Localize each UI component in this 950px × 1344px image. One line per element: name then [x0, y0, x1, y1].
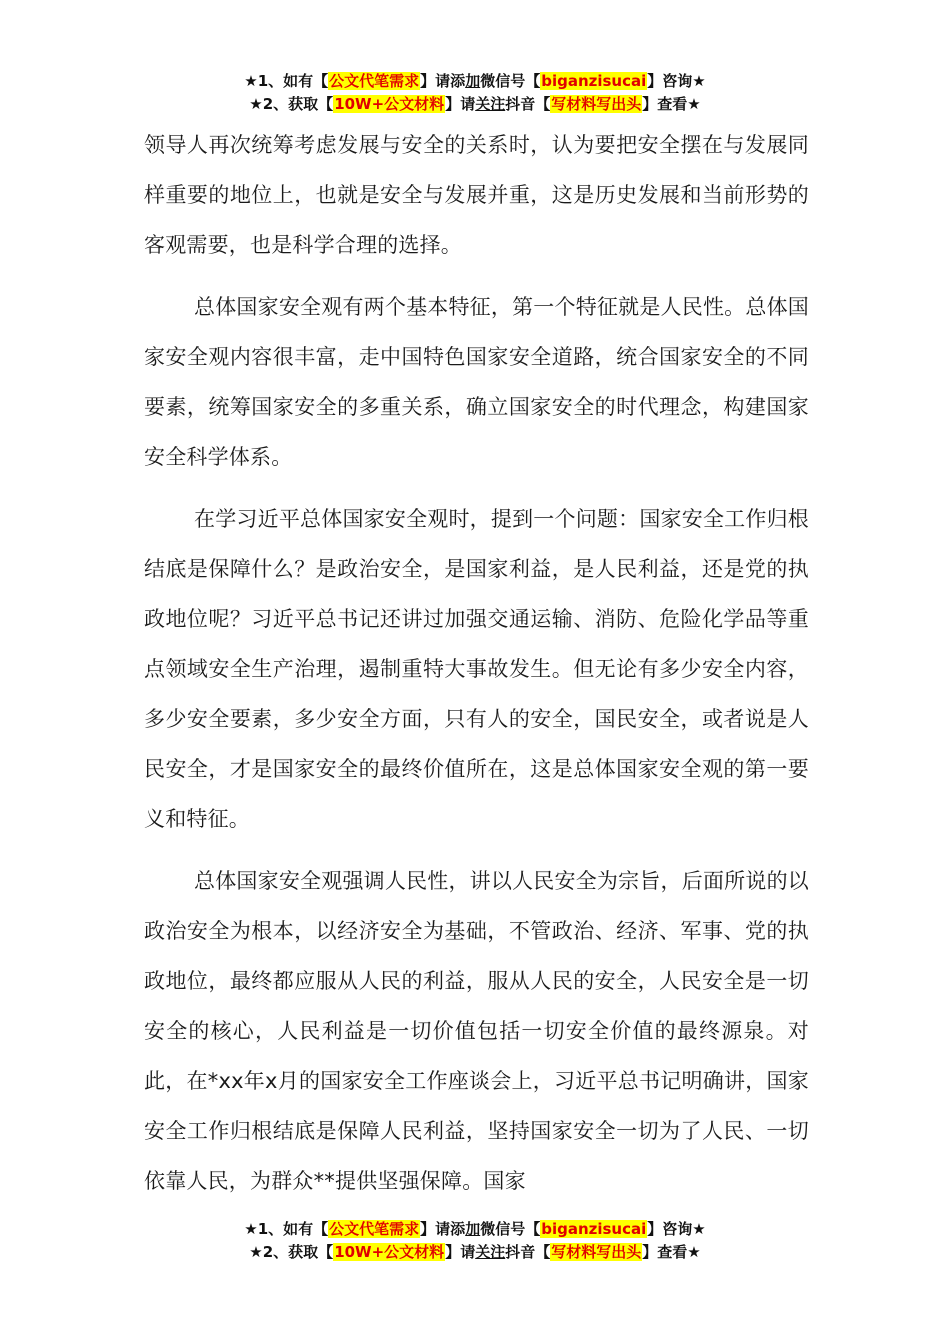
banner-text-underlined: 加 [465, 72, 481, 90]
banner-text-underlined: 关注 [475, 95, 506, 113]
highlight-materials: 10W+公文材料 [334, 95, 445, 113]
banner-text: ★2、获取【 [249, 95, 334, 113]
banner-line-2 [0, 93, 950, 116]
paragraph-4: 总体国家安全观强调人民性，讲以人民安全为宗旨，后面所说的以政治安全为根本，以经济安全为基础，不管政治、经济、军事、党的执政地位，最终都应服从人民的利益，服从人民的安全，人民安全是一切安全的核心，人民利益是一切价值包括一切安全价值的最终源泉。对此，在*xx年x月的国家安全工作座谈会上，习近平总书记明确讲，国家安全工作归根结底是保障人民利益，坚持国家安全一切为了人民、一切依靠人民，为群众**提供坚强保障。国家 [144, 869, 809, 1193]
banner-text: 抖音【 [505, 1243, 551, 1261]
document-body [144, 120, 809, 1218]
banner-text: 】请添 [420, 72, 466, 90]
footer-banner [0, 1218, 950, 1264]
highlight-wechat-id: biganzisucai [541, 1220, 647, 1238]
highlight-ghostwriting: 公文代笔需求 [329, 1220, 420, 1238]
banner-text: 】咨询★ [647, 72, 706, 90]
banner-text: 微信号【 [480, 72, 541, 90]
banner-text: ★2、获取【 [249, 1243, 334, 1261]
paragraph-2: 总体国家安全观有两个基本特征，第一个特征就是人民性。总体国家安全观内容很丰富，走中国特色国家安全道路，统合国家安全的不同要素，统筹国家安全的多重关系，确立国家安全的时代理念，构建国家安全科学体系。 [144, 295, 809, 469]
highlight-wechat-id: biganzisucai [541, 72, 647, 90]
paragraph-3: 在学习近平总体国家安全观时，提到一个问题：国家安全工作归根结底是保障什么？是政治安全，是国家利益，是人民利益，还是党的执政地位呢？习近平总书记还讲过加强交通运输、消防、危险化学品等重点领域安全生产治理，遏制重特大事故发生。但无论有多少安全内容，多少安全要素，多少安全方面，只有人的安全，国民安全，或者说是人民安全，才是国家安全的最终价值所在，这是总体国家安全观的第一要义和特征。 [144, 507, 809, 831]
banner-text: 】请 [445, 95, 476, 113]
highlight-materials: 10W+公文材料 [334, 1243, 445, 1261]
highlight-ghostwriting: 公文代笔需求 [329, 72, 420, 90]
banner-text: 】咨询★ [647, 1220, 706, 1238]
paragraph-1: 领导人再次统筹考虑发展与安全的关系时，认为要把安全摆在与发展同样重要的地位上，也就是安全与发展并重，这是历史发展和当前形势的客观需要，也是科学合理的选择。 [144, 133, 809, 257]
banner-text-underlined: 加 [465, 1220, 481, 1238]
highlight-douyin-account: 写材料写出头 [551, 1243, 642, 1261]
banner-text: 】查看★ [642, 1243, 701, 1261]
banner-text: 】请添 [420, 1220, 466, 1238]
banner-text: 微信号【 [480, 1220, 541, 1238]
banner-text: 】查看★ [642, 95, 701, 113]
banner-text: ★1、如有【 [244, 72, 329, 90]
banner-text: 抖音【 [505, 95, 551, 113]
banner-text: ★1、如有【 [244, 1220, 329, 1238]
banner-line-2 [0, 1241, 950, 1264]
banner-text-underlined: 关注 [475, 1243, 506, 1261]
banner-text: 】请 [445, 1243, 476, 1261]
banner-line-1 [0, 70, 950, 93]
header-banner [0, 70, 950, 116]
banner-line-1 [0, 1218, 950, 1241]
highlight-douyin-account: 写材料写出头 [551, 95, 642, 113]
